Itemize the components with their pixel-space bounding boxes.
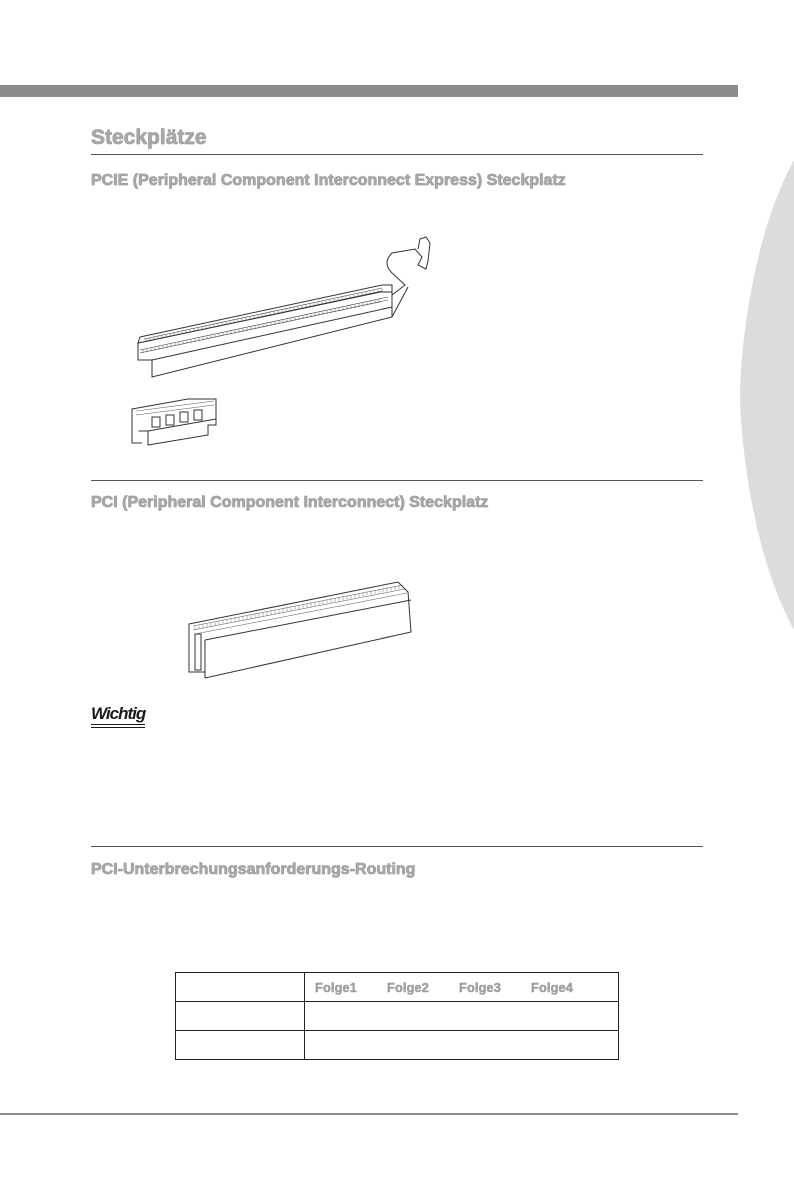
header-bar: [0, 85, 738, 97]
section-title: Steckplätze: [91, 126, 207, 149]
pcie-x1-slot-illustration: [128, 395, 223, 450]
order2-header: Folge2: [387, 979, 429, 995]
table-cell: [176, 973, 305, 1002]
table-cell: [176, 1002, 305, 1031]
pcie-rule: [91, 480, 703, 481]
table-cell: [176, 1031, 305, 1060]
important-label: Wichtig: [91, 704, 145, 728]
order4-header: Folge4: [531, 979, 573, 995]
order3-header: Folge3: [459, 979, 501, 995]
pcie-heading: PCIE (Peripheral Component Interconnect Express) Steckplatz: [91, 172, 566, 189]
title-rule: [91, 154, 703, 155]
order1-header: Folge1: [315, 979, 357, 995]
pci-heading: PCI (Peripheral Component Interconnect) Steckplatz: [91, 494, 489, 511]
irq-routing-table: [175, 972, 619, 1060]
irq-heading: PCI-Unterbrechungsanforderungs-Routing: [91, 861, 416, 878]
table-row: [176, 1002, 619, 1031]
pci-rule: [91, 846, 703, 847]
pci-slot-illustration: [183, 570, 423, 680]
table-row: [176, 1031, 619, 1060]
order-header-cell: [305, 973, 619, 1002]
pcie-x16-slot-illustration: [130, 225, 440, 385]
table-cell: [305, 1031, 619, 1060]
table-cell: [305, 1002, 619, 1031]
side-tab: [740, 160, 794, 630]
footer-rule: [0, 1113, 738, 1115]
table-row: [176, 973, 619, 1002]
